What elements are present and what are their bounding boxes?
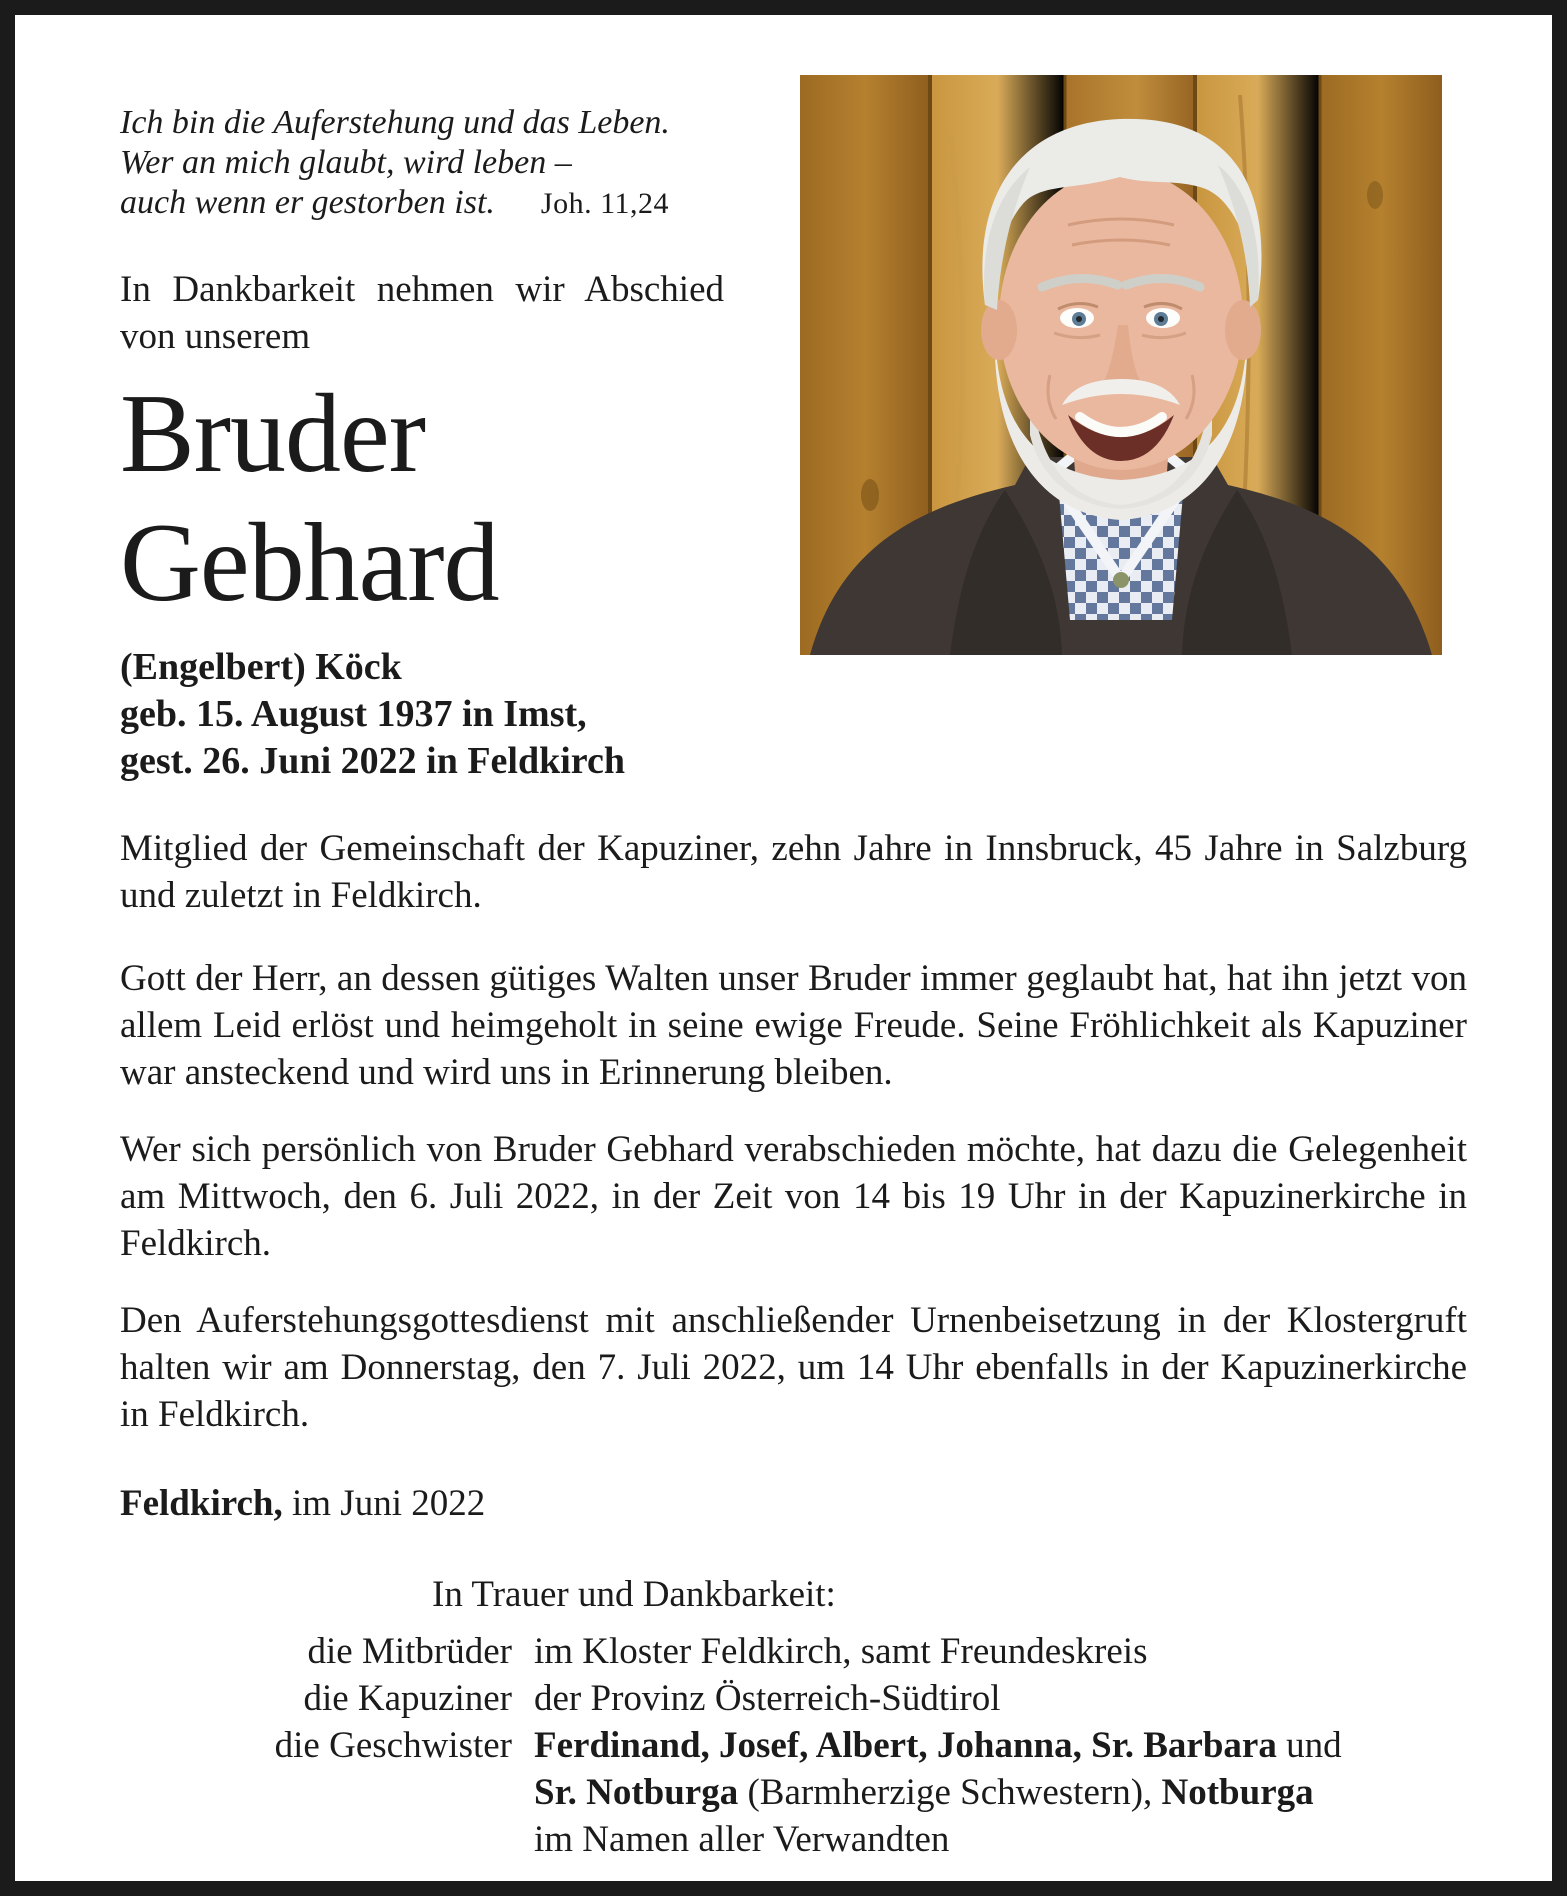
paragraph-tribute: Gott der Herr, an dessen gütiges Walten unser Bruder immer geglaubt hat, hat ihn jetzt von allem Leid erlöst und heimgeholt in seine ewige Freude. Seine Fröhlichkeit als Kapuziner war ansteckend und wird uns in Erinnerung bleiben. (120, 957, 1467, 1093)
bible-reference: Joh. 11,24 (540, 187, 669, 220)
mourners-section (120, 1571, 1467, 1863)
life-dates (120, 644, 782, 785)
paragraph-service: Den Auferstehungsgottesdienst mit anschließender Urnenbeisetzung in der Klostergruft halten wir am Donnerstag, den 7. Juli 2022, um 14 Uhr ebenfalls in der Kapuzinerkirche in Feldkirch. (120, 1299, 1467, 1435)
mourners-list (120, 1628, 1467, 1863)
birth-date: geb. 15. August 1937 in Imst, (120, 692, 587, 735)
mourners-heading: In Trauer und Dankbarkeit: (432, 1573, 836, 1615)
birth-name: (Engelbert) Köck (120, 645, 402, 688)
deceased-name-line-2: Gebhard (120, 500, 499, 625)
mourners-row-siblings (120, 1722, 1467, 1863)
paragraph-viewing: Wer sich persönlich von Bruder Gebhard verabschieden möchte, hat dazu die Gelegenheit am Mittwoch, den 6. Juli 2022, in der Zeit von 14 bis 19 Uhr in der Kapuzinerkirche in Feldkirch. (120, 1128, 1467, 1264)
siblings-line-3: im Namen aller Verwandten (534, 1818, 950, 1860)
notburga-bold: Notburga (1161, 1771, 1314, 1813)
portrait-photo-illustration (800, 75, 1442, 655)
top-section (120, 85, 1467, 785)
dateline-place: Feldkirch, (120, 1482, 283, 1524)
dateline (120, 1480, 1467, 1527)
mourners-row-capuchins (120, 1675, 1467, 1722)
quote-line-1: Ich bin die Auferstehung und das Leben. (120, 104, 670, 141)
mourners-label: die Geschwister (274, 1724, 512, 1766)
siblings-order-note: (Barmherzige Schwestern), (738, 1771, 1162, 1813)
bible-quote (120, 103, 782, 224)
siblings-und: und (1276, 1724, 1342, 1766)
deceased-name (120, 370, 782, 628)
deceased-name-line-1: Bruder (120, 372, 426, 496)
mourners-label: die Mitbrüder (307, 1630, 512, 1672)
quote-line-3-text: auch wenn er gestorben ist. (120, 184, 495, 221)
mourners-row-brothers (120, 1628, 1467, 1675)
mourners-value: im Kloster Feldkirch, samt Freundeskreis (534, 1630, 1148, 1672)
obituary-body (120, 825, 1467, 1438)
siblings-names-bold: Ferdinand, Josef, Albert, Johanna, Sr. Barbara (534, 1724, 1277, 1766)
paragraph-membership: Mitglied der Gemeinschaft der Kapuziner, zehn Jahre in Innsbruck, 45 Jahre in Salzburg und zuletzt in Feldkirch. (120, 827, 1467, 916)
quote-line-2: Wer an mich glaubt, wird leben – (120, 144, 572, 181)
siblings-line-2 (534, 1769, 1342, 1816)
mourners-value-siblings (534, 1722, 1342, 1863)
quote-line-3 (120, 183, 782, 224)
siblings-line-1 (534, 1722, 1342, 1769)
mourners-value: der Provinz Österreich-Südtirol (534, 1677, 1001, 1719)
text-column (120, 85, 782, 785)
dateline-date: im Juni 2022 (282, 1482, 486, 1524)
mourners-label: die Kapuziner (303, 1677, 512, 1719)
death-date: gest. 26. Juni 2022 in Feldkirch (120, 739, 625, 782)
sister-notburga-bold: Sr. Notburga (534, 1771, 739, 1813)
farewell-intro: In Dankbarkeit nehmen wir Abschied von unserem (120, 269, 724, 357)
portrait-photo (800, 75, 1442, 660)
